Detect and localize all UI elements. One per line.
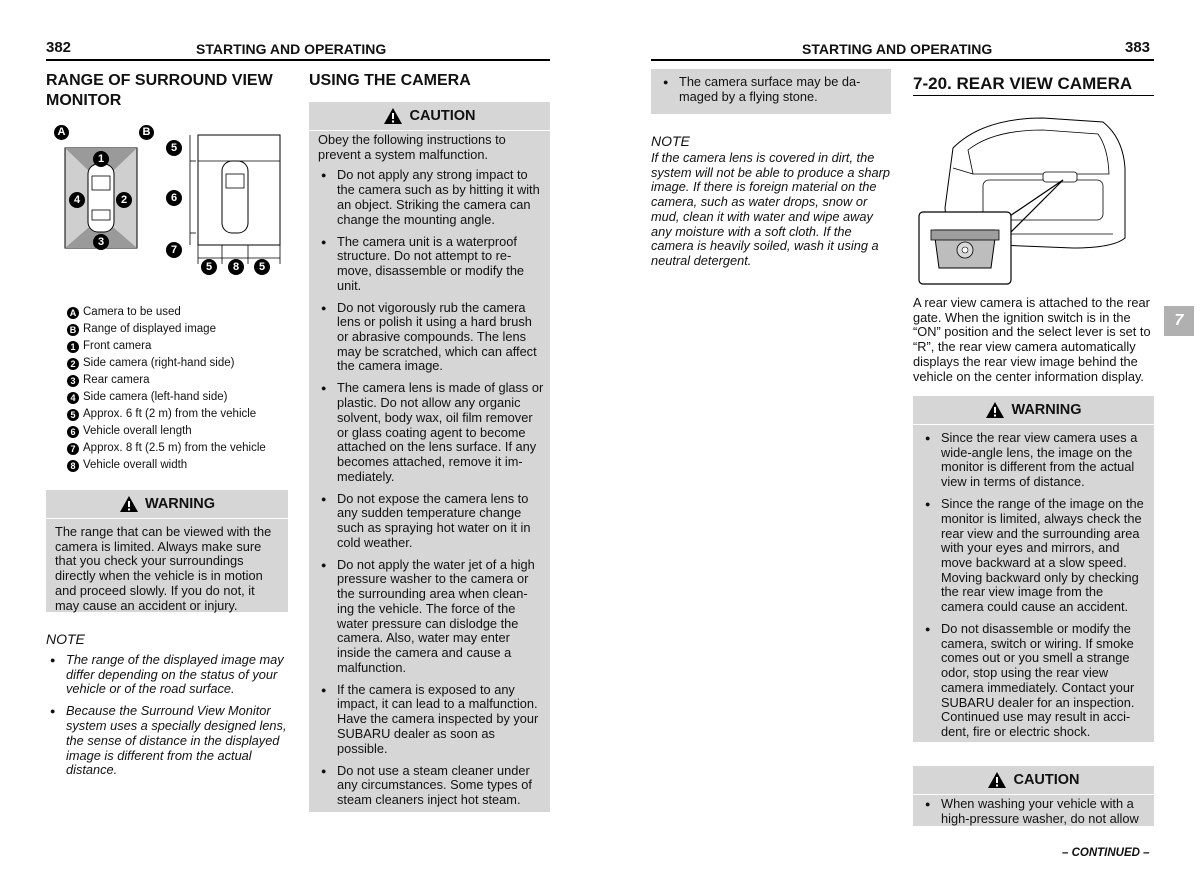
caution-continued-list [651,69,891,104]
legend-text: Approx. 6 ft (2 m) from the vehicle [83,408,257,420]
legend-key: 3 [67,375,79,387]
legend-key: B [67,324,79,336]
right-header-rule [651,59,1154,61]
right-page-number: 383 [1125,39,1151,56]
caution-box-right [913,766,1154,826]
legend-item [67,423,297,440]
warning-text: The range that can be viewed with the camera is limited. Always make sure that you check your surroundings directly when the vehicle is in motion and proceed slowly. If you do not, it may cause an accident or injury. [55,524,272,613]
legend-item [67,338,297,355]
legend-text: Approx. 8 ft (2.5 m) from the vehicle [83,442,266,454]
note-text-right: If the camera lens is covered in dirt, the system will not be able to produce a sharp image. If there is foreign material on the camera, such as water drops, snow or mud, clean it with water and wipe away any moisture with a soft cloth. If the camera is heavily soiled, wash it using a neutral detergent. [651,150,891,268]
section-title-using-camera: USING THE CAMERA [309,72,471,89]
warning-triangle-icon [987,771,1007,789]
diagram-label-1: 1 [93,151,109,167]
diagram-label-5-left: 5 [201,259,217,275]
caution-title-text: CAUTION [409,108,476,124]
caution-continued-box [651,69,891,114]
note-item: ● Because the Surround View Monitor system uses a specially designed lens, the sense of distance in the displayed image is different from the actual distance. [46,704,292,778]
legend-item [67,372,297,389]
legend-item [67,355,297,372]
legend-key: 2 [67,358,79,370]
diagram-legend [67,304,297,474]
warning-item: ● Since the rear view camera uses a wide-angle lens, the image on the monitor is different from the actual view in terms of distance. [921,431,1148,490]
warning-title [913,396,1154,425]
legend-item [67,440,297,457]
caution-list [913,795,1154,826]
legend-item [67,389,297,406]
left-header-rule [46,59,550,61]
caution-box-left [309,102,550,812]
diagram-label-b: B [139,125,154,140]
caution-item: ● Do not vigorously rub the camera lens or polish it using a hard brush or abrasive compounds. The lens may be scratched, which can affect the camera image. [317,301,544,375]
legend-text: Camera to be used [83,306,181,318]
diagram-label-a: A [54,125,69,140]
warning-triangle-icon [985,401,1005,419]
legend-key: A [67,307,79,319]
diagram-label-7: 7 [166,242,182,258]
note-title-left: NOTE [46,631,85,647]
caution-item: ● The camera lens is made of glass or plastic. Do not allow any organic solvent, body wax, oil film remover or glass coating agent to become attached on the lens surface. If any becomes attached, remove it im-mediately. [317,381,544,484]
legend-item [67,321,297,338]
legend-key: 1 [67,341,79,353]
rear-gate-illustration [913,108,1156,290]
caution-item: ● If the camera is exposed to any impact, it can lead to a malfunction. Have the camera inspected by your SUBARU dealer as soon as possible. [317,683,544,757]
legend-text: Front camera [83,340,152,352]
diagram-label-5-right: 5 [254,259,270,275]
diagram-label-6: 6 [166,190,182,206]
caution-item: ● When washing your vehicle with a high-pressure washer, do not allow [921,797,1148,826]
warning-item: ● Since the range of the image on the monitor is limited, always check the rear view and the surrounding area with your eyes and mirrors, and move backward at a slow speed. Moving backward only by checking the rear view image from the camera could cause an accident. [921,497,1148,615]
caution-item: ● Do not apply any strong impact to the camera such as by hitting it with an object. Striking the camera can change the mounting angle. [317,168,544,227]
continued-label: – CONTINUED – [1062,847,1150,859]
legend-item [67,406,297,423]
note-title-right: NOTE [651,133,690,149]
section-title-underline [913,95,1154,96]
warning-title [46,490,288,519]
left-header: STARTING AND OPERATING [196,41,387,57]
legend-text: Range of displayed image [83,323,216,335]
note-list-left [46,653,292,785]
rear-camera-intro: A rear view camera is attached to the rear gate. When the ignition switch is in the “ON” position and the select lever is set to “R”, the rear view camera automatically displays the rear view image behind the vehicle on the center information display. [913,295,1151,384]
note-item: ● The range of the displayed image may differ depending on the status of your vehicle or of the road surface. [46,653,292,697]
caution-title-text: CAUTION [1013,772,1080,788]
legend-text: Rear camera [83,374,150,386]
view-b-car [222,161,248,233]
legend-key: 7 [67,443,79,455]
caution-title [913,766,1154,795]
warning-list [913,425,1154,740]
legend-text: Vehicle overall width [83,459,188,471]
caution-list [309,164,550,807]
legend-key: 6 [67,426,79,438]
chapter-tab: 7 [1164,306,1194,336]
diagram-label-5-top: 5 [166,140,182,156]
right-header: STARTING AND OPERATING [802,41,993,57]
caution-intro: Obey the following instructions to prevent a system malfunction. [318,132,506,162]
section-title-range: RANGE OF SURROUND VIEW MONITOR [46,72,273,109]
legend-key: 4 [67,392,79,404]
diagram-label-4: 4 [69,192,85,208]
section-title-rear-view-camera: 7-20. REAR VIEW CAMERA [913,74,1133,93]
caution-item: ● The camera surface may be da-maged by a flying stone. [659,75,885,104]
warning-title-text: WARNING [144,496,216,512]
caution-item: ● Do not use a steam cleaner under any circumstances. Some types of steam cleaners inject hot steam. [317,764,544,808]
left-page-number: 382 [46,39,72,56]
warning-item: ● Do not disassemble or modify the camera, switch or wiring. If smoke comes out or you smell a strange odor, stop using the rear view camera immediately. Contact your SUBARU dealer for an inspection. Continued use may result in acci-dent, fire or electric shock. [921,622,1148,740]
caution-item: ● Do not expose the camera lens to any sudden temperature change such as spraying hot water on it in cold weather. [317,492,544,551]
caution-title [309,102,550,131]
diagram-label-2: 2 [116,192,132,208]
warning-triangle-icon [119,495,139,513]
warning-triangle-icon [383,107,403,125]
warning-box-left [46,490,288,612]
legend-key: 5 [67,409,79,421]
legend-text: Side camera (right-hand side) [83,357,235,369]
caution-item: ● The camera unit is a waterproof structure. Do not attempt to re-move, disassemble or modify the unit. [317,235,544,294]
legend-item [67,457,297,474]
diagram-label-8: 8 [228,259,244,275]
diagram-label-3: 3 [93,234,109,250]
legend-item [67,304,297,321]
warning-box-right [913,396,1154,742]
view-a-car [88,164,114,232]
legend-text: Vehicle overall length [83,425,192,437]
warning-title-text: WARNING [1011,402,1082,418]
caution-item: ● Do not apply the water jet of a high pressure washer to the camera or the surrounding area when clean-ing the vehicle. The force of the water pressure can dislodge the camera. Also, water may enter inside the camera and cause a malfunction. [317,558,544,676]
legend-text: Side camera (left-hand side) [83,391,228,403]
legend-key: 8 [67,460,79,472]
